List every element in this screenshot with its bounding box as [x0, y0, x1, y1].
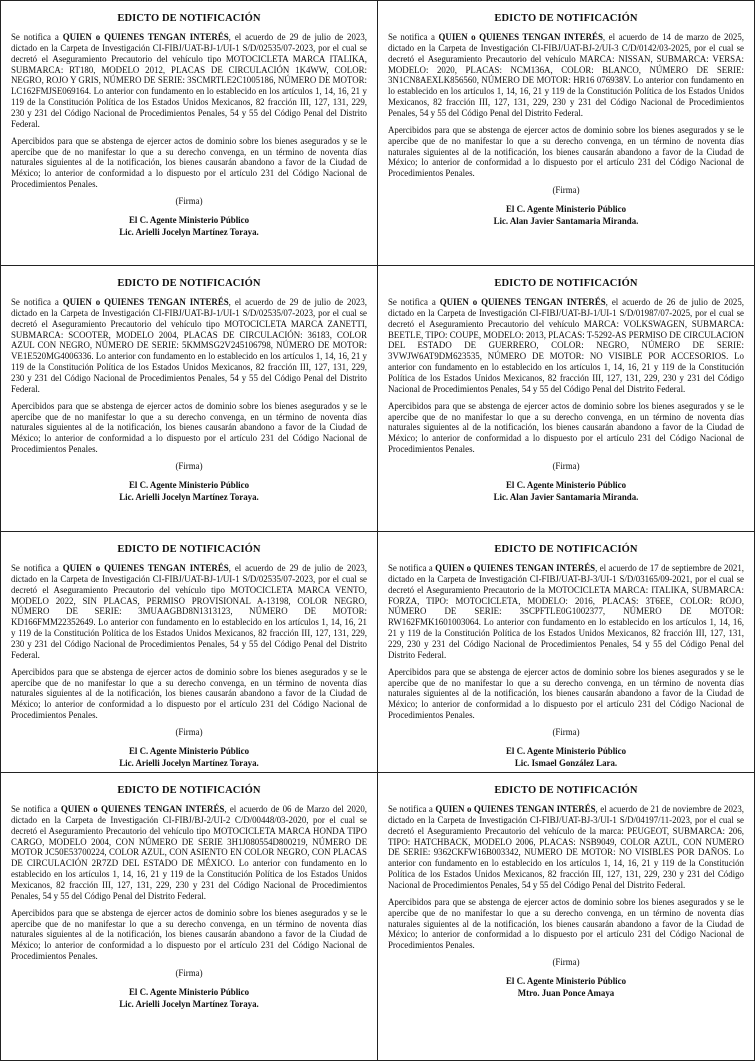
notice-text: , el acuerdo de 06 de Marzo del 2020, dictado en la Carpeta de Investigación CI-FIBJ/BJ-2/UI-2 C/D/00448/03-2020, por el cual se decretó el Aseguramiento Precautorio del vehículo tipo MOTOCICLETA MARCA HONDA TIPO CARGO, MODELO 2004, CON NÚMERO DE SERIE 3H1J080554D800219, NÚMERO DE MOTOR JC50E53700224, COLOR AZUL, CON ASIENTO EN COLOR NEGRO, CON PLACAS DE CIRCULACIÓN 2R7ZD DEL ESTADO DE MÉXICO. Lo anterior con fundamento en lo establecido en los artículos 1, 14, 16, 21 y 119 de la Constitución Política de los Estados Unidos Mexicanos, 82 fracción III, 127, 131, 229, 230 y 231 del Código Nacional de Procedimientos Penales, 54 y 55 del Código Penal del Distrito Federal. — [11, 804, 368, 901]
notice-official-name: Lic. Alan Javier Santamaria Miranda. — [493, 492, 639, 503]
notice-warning: Apercibidos para que se abstenga de ejercer actos de dominio sobre los bienes asegurados y se le apercibe que de no manifestar lo que a su derecho convenga, en un término de noventa días naturales siguientes al de la notificación, los bienes causarán abandono a favor de la Ciudad de México; lo anterior de conformidad a lo dispuesto por el artículo 231 del Código Nacional de Procedimientos Penales. — [11, 666, 367, 721]
notice-recipient: QUIEN o QUIENES TENGAN INTERÉS — [62, 563, 229, 573]
notice-warning: Apercibidos para que se abstenga de ejercer actos de dominio sobre los bienes asegurados y se le apercibe que de no manifestar lo que a su derecho convenga, en un término de noventa días naturales siguientes al de la notificación, los bienes causarán abandono a favor de la Ciudad de México; lo anterior de conformidad a lo dispuesto por el artículo 231 del Código Nacional de Procedimientos Penales. — [388, 400, 744, 455]
notice-official-name: Lic. Alan Javier Santamaria Miranda. — [493, 216, 639, 227]
notice-body — [388, 563, 744, 661]
notice-agent: El C. Agente Ministerio Público — [505, 204, 627, 215]
notice-recipient: QUIEN o QUIENES TENGAN INTERÉS — [435, 804, 596, 814]
notice-lead: Se notifica a — [388, 297, 436, 307]
notice-3 — [0, 265, 378, 532]
notice-lead: Se notifica a — [11, 32, 59, 42]
notice-firma: (Firma) — [552, 185, 580, 196]
notice-recipient: QUIEN o QUIENES TENGAN INTERÉS — [62, 297, 229, 307]
notice-agent: El C. Agente Ministerio Público — [128, 215, 250, 226]
notice-agent: El C. Agente Ministerio Público — [128, 746, 250, 757]
notice-lead: Se notifica a — [388, 563, 433, 573]
notice-title: EDICTO DE NOTIFICACIÓN — [494, 544, 638, 555]
notice-7 — [0, 772, 378, 1061]
notice-body — [388, 32, 744, 119]
notice-firma: (Firma) — [175, 968, 203, 979]
notice-firma: (Firma) — [552, 461, 580, 472]
notice-official-name: Lic. Arielli Jocelyn Martínez Toraya. — [119, 227, 259, 238]
notice-official-name: Lic. Ismael González Lara. — [514, 758, 618, 769]
notice-official-name: Lic. Arielli Jocelyn Martínez Toraya. — [119, 492, 259, 503]
notice-text: , el acuerdo de 29 de julio de 2023, dictado en la Carpeta de Investigación CI-FIBJ/UAT-BJ-1/UI-1 S/D/02535/07-2023, por el cual se decretó el Aseguramiento Precautorio del vehículo tipo MOTOCICLETA MARCA ITALIKA, SUBMARCA: RT180, MODELO 2012, PLACAS DE CIRCULACIÓN 1K4WW, COLOR: NEGRO, ROJO Y GRIS, NÚMERO DE SERIE: 3SCMRTLE2C1005186, NÚMERO DE MOTOR: LC162FMJSE069164. Lo anterior con fundamento en lo establecido en los artículos 1, 14, 16, 21 y 119 de la Constitución Política de los Estados Unidos Mexicanos, 82 fracción III, 127, 131, 229, 230 y 231 del Código Nacional de Procedimientos Penales, 54 y 55 del Código Penal del Distrito Federal. — [11, 32, 368, 129]
notice-firma: (Firma) — [552, 727, 580, 738]
notice-text: , el acuerdo de 26 de julio de 2025, dictado en la Carpeta de Investigación CI-FIBJ/UAT-BJ-1/UI-1 S/D/01987/07-2025, por el cual se decretó el Aseguramiento Precautorio del vehículo MARCA: VOLKSWAGEN, SUBMARCA: BEETLE, TIPO: COUPE, MODELO: 2013, PLACAS: T-5292-AS PERMISO DE CIRCULACION DEL ESTADO DE GUERRERO, COLOR: NEGRO, NÚMERO DE SERIE: 3VWJW6AT9DM623535, NÚMERO DE MOTOR: NO VISIBLE POR ACCESORIOS. Lo anterior con fundamento en lo establecido en los artículos 1, 14, 16, 21 y 119 de la Constitución Política de los Estados Unidos Mexicanos, 82 fracción III, 127, 131, 229, 230 y 231 del Código Nacional de Procedimientos Penales, 54 y 55 del Código Penal del Distrito Federal. — [388, 297, 745, 394]
notice-title: EDICTO DE NOTIFICACIÓN — [117, 544, 261, 555]
notice-agent: El C. Agente Ministerio Público — [128, 987, 250, 998]
notice-firma: (Firma) — [175, 196, 203, 207]
notice-4 — [377, 265, 755, 532]
notice-6 — [377, 531, 755, 773]
notice-body — [388, 804, 744, 891]
notice-body — [11, 297, 367, 395]
notice-firma: (Firma) — [552, 957, 580, 968]
notice-lead: Se notifica a — [11, 804, 58, 814]
notice-5 — [0, 531, 378, 773]
notice-official-name: Lic. Arielli Jocelyn Martínez Toraya. — [119, 999, 259, 1010]
notice-8 — [377, 772, 755, 1061]
notice-recipient: QUIEN o QUIENES TENGAN INTERÉS — [60, 804, 225, 814]
notice-lead: Se notifica a — [11, 297, 59, 307]
notice-recipient: QUIEN o QUIENES TENGAN INTERÉS — [62, 32, 229, 42]
notice-agent: El C. Agente Ministerio Público — [128, 480, 250, 491]
notice-text: , el acuerdo de 29 de julio de 2023, dictado en la Carpeta de Investigación CI-FIBJ/UAT-BJ-1/UI-1 S/D/02535/07-2023, por el cual se decretó el Aseguramiento Precautorio del vehículo tipo MOTOCICLETA MARCA ZANETTI, SUBMARCA: SCOOTER, MODELO 2004, PLACAS DE CIRCULACIÓN: 36183, COLOR AZUL CON NEGRO, NÚMERO DE SERIE: 5KMMSG2V245106798, NÚMERO DE MOTOR: VE1E520MG4006336. Lo anterior con fundamento en lo establecido en los artículos 1, 14, 16, 21 y 119 de la Constitución Política de los Estados Unidos Mexicanos, 82 fracción III, 127, 131, 229, 230 y 231 del Código Nacional de Procedimientos Penales, 54 y 55 del Código Penal del Distrito Federal. — [11, 297, 368, 394]
notice-body — [11, 804, 367, 902]
notice-lead: Se notifica a — [388, 32, 435, 42]
notice-title: EDICTO DE NOTIFICACIÓN — [494, 278, 638, 289]
notice-agent: El C. Agente Ministerio Público — [505, 976, 627, 987]
notice-lead: Se notifica a — [11, 563, 59, 573]
notice-text: , el acuerdo de 17 de septiembre de 2021, dictado en la Carpeta de Investigación CI-FIBJ/UAT-BJ-3/UI-1 S/D/03165/09-2021, por el cual se decretó el Aseguramiento Precautorio de la MOTOCICLETA MARCA: ITALIKA, SUBMARCA: FORZA, TIPO: MOTOCICLETA, MODELO: 2016, PLACAS: 3T6EE, COLOR: ROJO, NÚMERO DE SERIE: 3SCPFTLE0G1002377, NÚMERO DE MOTOR: RW162FMK1601003064. Lo anterior con fundamento en lo establecido en los artículos 1, 14, 16, 21 y 119 de la Constitución Política de los Estados Unidos Mexicanos, 82 fracción III, 127, 131, 229, 230 y 231 del Código Nacional de Procedimientos Penales, 54 y 55 del Código Penal del Distrito Federal. — [388, 563, 745, 660]
notice-text: , el acuerdo de 29 de julio de 2023, dictado en la Carpeta de Investigación CI-FIBJ/UAT-BJ-1/UI-1 S/D/02535/07-2023, por el cual se decretó el Aseguramiento Precautorio del vehículo tipo MOTOCICLETA MARCA VENTO, MODELO 2022, SIN PLACAS, PERMISO PROVISIONAL A-13198, COLOR NEGRO, NÚMERO DE SERIE: 3MUAAGBD8N1313123, NÚMERO DE MOTOR: KD166FMM22352649. Lo anterior con fundamento en lo establecido en los artículos 1, 14, 16, 21 y 119 de la Constitución Política de los Estados Unidos Mexicanos, 82 fracción III, 127, 131, 229, 230 y 231 del Código Nacional de Procedimientos Penales, 54 y 55 del Código Penal del Distrito Federal. — [11, 563, 368, 660]
notice-warning: Apercibidos para que se abstenga de ejercer actos de dominio sobre los bienes asegurados y se le apercibe que de no manifestar lo que a su derecho convenga, en un término de noventa días naturales siguientes al de la notificación, los bienes causarán abandono a favor de la Ciudad de México; lo anterior de conformidad a lo dispuesto por el artículo 231 del Código Nacional de Procedimientos Penales. — [11, 907, 367, 962]
notice-official-name: Mtro. Juan Ponce Amaya — [517, 988, 615, 999]
notice-warning: Apercibidos para que se abstenga de ejercer actos de dominio sobre los bienes asegurados y se le apercibe que de no manifestar lo que a su derecho convenga, en un término de noventa días naturales siguientes al de la notificación, los bienes causarán abandono a favor de la Ciudad de México; lo anterior de conformidad a lo dispuesto por el artículo 231 del Código Nacional de Procedimientos Penales. — [11, 135, 367, 190]
notice-1 — [0, 0, 378, 266]
notice-agent: El C. Agente Ministerio Público — [505, 480, 627, 491]
notice-title: EDICTO DE NOTIFICACIÓN — [494, 13, 638, 24]
notice-agent: El C. Agente Ministerio Público — [505, 746, 627, 757]
notice-firma: (Firma) — [175, 727, 203, 738]
notice-title: EDICTO DE NOTIFICACIÓN — [117, 13, 261, 24]
notice-recipient: QUIEN o QUIENES TENGAN INTERÉS — [439, 297, 606, 307]
notice-firma: (Firma) — [175, 461, 203, 472]
notice-body — [11, 32, 367, 130]
notice-title: EDICTO DE NOTIFICACIÓN — [117, 278, 261, 289]
notice-text: , el acuerdo de 14 de marzo de 2025, dictado en la Carpeta de Investigación CI-FIBJ/UAT-BJ-2/UI-3 C/D/0142/03-2025, por el cual se decretó el Aseguramiento Precautorio del vehículo MARCA: NISSAN, SUBMARCA: VERSA: MODELO: 2020, PLACAS: NCM136A, COLOR: BLANCO, NÚMERO DE SERIE: 3N1CN8AEXLK856560, NÚMERO DE MOTOR: HR16 076938V. Lo anterior con fundamento en lo establecido en los artículos 1, 14, 16, 21 y 119 de la Constitución Política de los Estados Unidos Mexicanos, 82 fracción III, 127, 131, 229, 230 y 231 del Código Nacional de Procedimientos Penales, 54 y 55 del Código Penal del Distrito Federal. — [388, 32, 745, 119]
notice-warning: Apercibidos para que se abstenga de ejercer actos de dominio sobre los bienes asegurados y se le apercibe que de no manifestar lo que a su derecho convenga, en un término de noventa días naturales siguientes al de la notificación, los bienes causarán abandono a favor de la Ciudad de México; lo anterior de conformidad a lo dispuesto por el artículo 231 del Código Nacional de Procedimientos Penales. — [388, 896, 744, 951]
notice-body — [388, 297, 744, 395]
notice-body — [11, 563, 367, 661]
notice-title: EDICTO DE NOTIFICACIÓN — [117, 785, 261, 796]
notice-recipient: QUIEN o QUIENES TENGAN INTERÉS — [435, 563, 596, 573]
notice-text: , el acuerdo de 21 de noviembre de 2023, dictado en la Carpeta de Investigación CI-FIBJ/UAT-BJ-3/UI-1 S/D/04197/11-2023, por el cual se decretó el Aseguramiento Precautorio del vehículo de la marca: PEUGEOT, SUBMARCA: 206, TIPO: HATCHBACK, MODELO 2006, PLACAS: NSB9049, COLOR AZUL, CON NUMERO DE SERIE: 9362CKFW16B003342, NUMERO DE MOTOR: NO VISIBLES POR DAÑOS. Lo anterior con fundamento en lo establecido en los artículos 1, 14, 16, 21 y 119 de la Constitución Política de los Estados Unidos Mexicanos, 82 fracción III, 127, 131, 229, 230 y 231 del Código Nacional de Procedimientos Penales, 54 y 55 del Código Penal del Distrito Federal. — [388, 804, 745, 891]
notice-warning: Apercibidos para que se abstenga de ejercer actos de dominio sobre los bienes asegurados y se le apercibe que de no manifestar lo que a su derecho convenga, en un término de noventa días naturales siguientes al de la notificación, los bienes causarán abandono a favor de la Ciudad de México; lo anterior de conformidad a lo dispuesto por el artículo 231 del Código Nacional de Procedimientos Penales. — [388, 666, 744, 721]
notice-title: EDICTO DE NOTIFICACIÓN — [494, 785, 638, 796]
notice-warning: Apercibidos para que se abstenga de ejercer actos de dominio sobre los bienes asegurados y se le apercibe que de no manifestar lo que a su derecho convenga, en un término de noventa días naturales siguientes al de la notificación, los bienes causarán abandono a favor de la Ciudad de México; lo anterior de conformidad a lo dispuesto por el artículo 231 del Código Nacional de Procedimientos Penales. — [11, 400, 367, 455]
notice-warning: Apercibidos para que se abstenga de ejercer actos de dominio sobre los bienes asegurados y se le apercibe que de no manifestar lo que a su derecho convenga, en un término de noventa días naturales siguientes al de la notificación, los bienes causarán abandono a favor de la Ciudad de México; lo anterior de conformidad a lo dispuesto por el artículo 231 del Código Nacional de Procedimientos Penales. — [388, 124, 744, 179]
notice-2 — [377, 0, 755, 266]
notice-lead: Se notifica a — [388, 804, 433, 814]
notice-official-name: Lic. Arielli Jocelyn Martínez Toraya. — [119, 758, 259, 769]
notice-recipient: QUIEN o QUIENES TENGAN INTERÉS — [438, 32, 603, 42]
